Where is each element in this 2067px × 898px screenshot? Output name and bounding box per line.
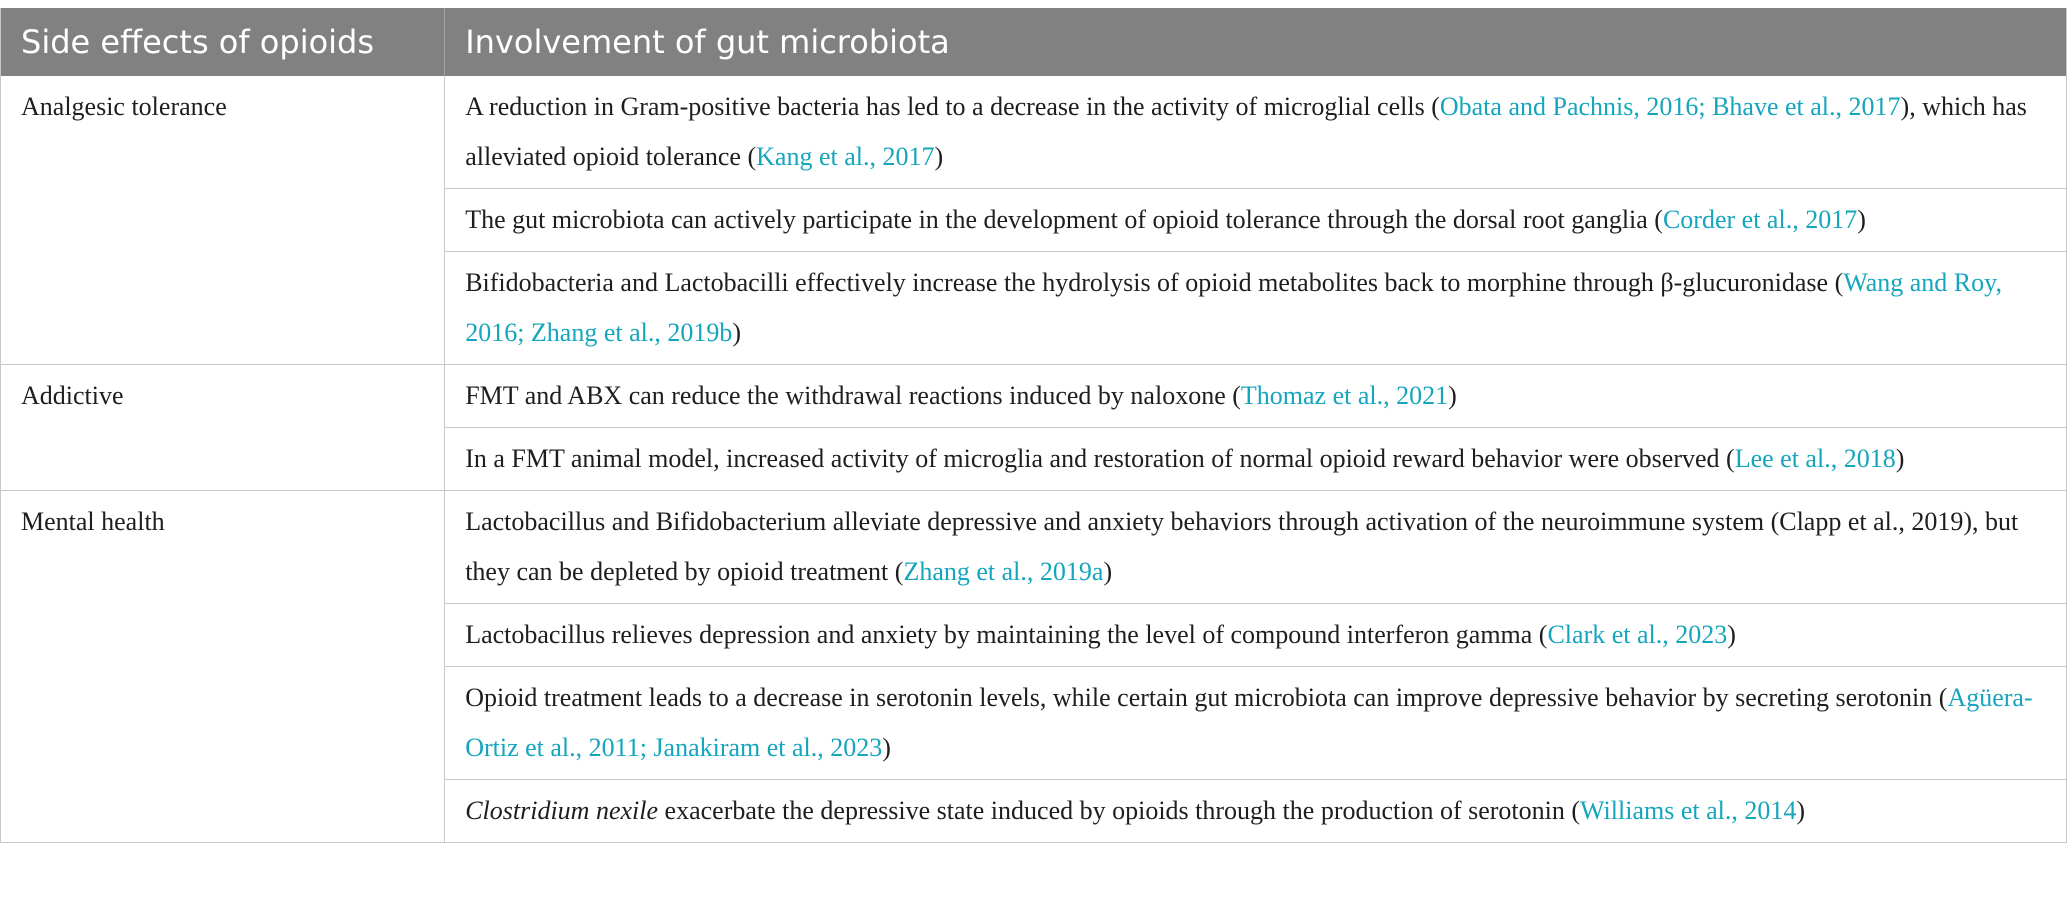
cell-text: ), which has alleviated opioid tolerance ( [465,92,2027,171]
microbiota-cell [445,365,2067,428]
microbiota-cell [445,667,2067,780]
microbiota-cell [445,604,2067,667]
table-body [1,76,2067,843]
table-header [1,8,2067,76]
citation-link[interactable]: Wang and Roy, 2016; Zhang et al., 2019b [465,268,2002,347]
microbiota-cell [445,428,2067,491]
table-row [1,76,2067,189]
cell-text: ) [732,318,742,347]
cell-text: A reduction in Gram-positive bacteria has led to a decrease in the activity of microglial cells ( [465,92,1440,121]
table-row [1,365,2067,428]
microbiota-cell [445,491,2067,604]
citation-link[interactable]: Agüera-Ortiz et al., 2011; Janakiram et al., 2023 [465,683,2033,762]
cell-text: exacerbate the depressive state induced by opioids through the production of serotonin ( [658,796,1581,825]
citation-link[interactable]: Clark et al., 2023 [1547,620,1728,649]
cell-text: ) [1895,444,1905,473]
microbiota-cell [445,252,2067,365]
cell-text: Bifidobacteria and Lactobacilli effectively increase the hydrolysis of opioid metabolites back to morphine through β-glucuronidase ( [465,268,1844,297]
species-name: Clostridium nexile [465,796,659,825]
citation-link[interactable]: Williams et al., 2014 [1580,796,1797,825]
citation-link[interactable]: Obata and Pachnis, 2016; Bhave et al., 2017 [1439,92,1901,121]
cell-text: ) [1857,205,1866,234]
cell-text: ) [934,142,944,171]
citation-link[interactable]: Corder et al., 2017 [1662,205,1858,234]
microbiota-cell [445,76,2067,189]
header-row [1,8,2067,76]
data-table [0,8,2067,843]
header-side-effects: Side effects of opioids [1,8,445,76]
side-effect-cell: Mental health [1,491,445,843]
cell-text: ) [1103,557,1113,586]
cell-text: The gut microbiota can actively participate in the development of opioid tolerance through the dorsal root ganglia ( [465,205,1663,234]
citation-link[interactable]: Thomaz et al., 2021 [1240,381,1449,410]
microbiota-cell [445,780,2067,843]
citation-link[interactable]: Zhang et al., 2019a [903,557,1104,586]
table-row [1,491,2067,604]
cell-text: ) [1448,381,1457,410]
cell-text: ) [1727,620,1736,649]
header-gut-microbiota: Involvement of gut microbiota [445,8,2067,76]
cell-text: FMT and ABX can reduce the withdrawal reactions induced by naloxone ( [465,381,1241,410]
citation-link[interactable]: Lee et al., 2018 [1734,444,1896,473]
side-effect-cell: Addictive [1,365,445,491]
cell-text: Lactobacillus relieves depression and anxiety by maintaining the level of compound interferon gamma ( [465,620,1548,649]
citation-link[interactable]: Kang et al., 2017 [756,142,935,171]
cell-text: Lactobacillus and Bifidobacterium alleviate depressive and anxiety behaviors through activation of the neuroimmune system (Clapp et al., 2019), but they can be depleted by opioid treatment ( [465,507,2019,586]
cell-text: In a FMT animal model, increased activity of microglia and restoration of normal opioid reward behavior were observed ( [465,444,1735,473]
cell-text: Opioid treatment leads to a decrease in serotonin levels, while certain gut microbiota can improve depressive behavior by secreting serotonin ( [465,683,1948,712]
cell-text: ) [1796,796,1806,825]
cell-text: ) [882,733,891,762]
side-effect-cell: Analgesic tolerance [1,76,445,365]
microbiota-cell [445,189,2067,252]
